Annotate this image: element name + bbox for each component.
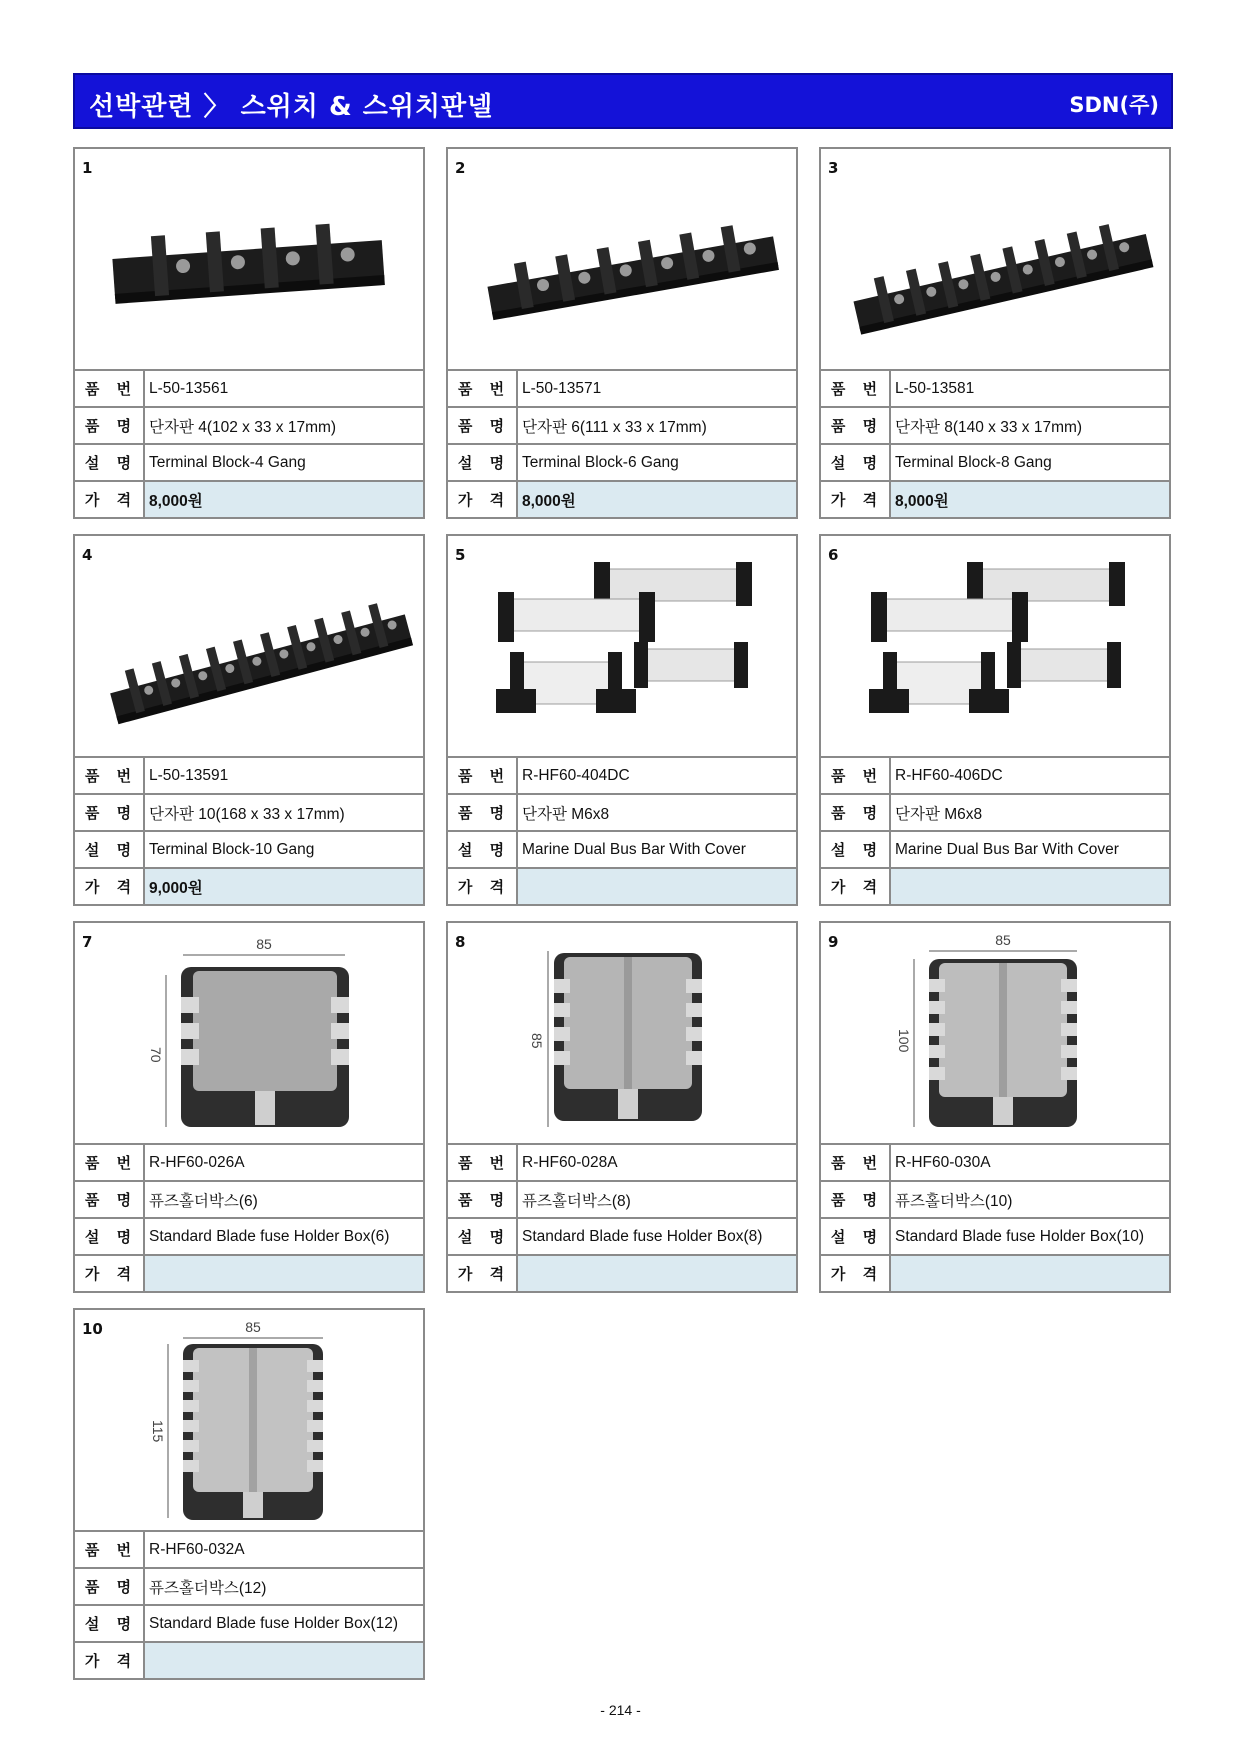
label-desc: 설 명 <box>75 831 144 868</box>
product-number: 4 <box>82 546 93 564</box>
label-desc: 설 명 <box>75 1605 144 1642</box>
part-no-value: L-50-13581 <box>890 370 1169 407</box>
name-value: 퓨즈홀더박스(10) <box>890 1181 1169 1218</box>
name-value: 단자판 M6x8 <box>890 794 1169 831</box>
header-company: SDN(주) <box>1069 93 1159 117</box>
label-desc: 설 명 <box>821 831 890 868</box>
part-no-value: R-HF60-406DC <box>890 757 1169 794</box>
name-value: 단자판 6(111 x 33 x 17mm) <box>517 407 796 444</box>
desc-value: Standard Blade fuse Holder Box(8) <box>517 1218 796 1255</box>
label-part-no: 품 번 <box>75 757 144 794</box>
label-name: 품 명 <box>821 794 890 831</box>
desc-value: Standard Blade fuse Holder Box(12) <box>144 1605 423 1642</box>
product-number: 7 <box>82 933 93 951</box>
label-desc: 설 명 <box>75 1218 144 1255</box>
part-no-value: L-50-13561 <box>144 370 423 407</box>
spec-table <box>75 1143 423 1291</box>
product-card-10 <box>73 1308 425 1680</box>
name-value: 단자판 M6x8 <box>517 794 796 831</box>
price-value <box>517 868 796 904</box>
label-price: 가 격 <box>821 1255 890 1291</box>
spec-table <box>75 1530 423 1678</box>
spec-table <box>821 1143 1169 1291</box>
product-card-5 <box>446 534 798 906</box>
label-part-no: 품 번 <box>448 1144 517 1181</box>
product-image-terminal-block-4 <box>83 157 417 369</box>
price-value <box>517 1255 796 1291</box>
product-number: 5 <box>455 546 466 564</box>
part-no-value: L-50-13571 <box>517 370 796 407</box>
label-price: 가 격 <box>448 481 517 517</box>
price-value <box>890 868 1169 904</box>
dim-width-label: 85 <box>256 936 272 952</box>
header-title: 선박관련 〉 스위치 & 스위치판넬 <box>89 92 494 122</box>
label-part-no: 품 번 <box>448 370 517 407</box>
product-image-fuse-box <box>829 931 1163 1143</box>
label-desc: 설 명 <box>448 444 517 481</box>
desc-value: Terminal Block-8 Gang <box>890 444 1169 481</box>
label-part-no: 품 번 <box>75 1531 144 1568</box>
price-value: 8,000원 <box>890 481 1169 517</box>
dim-height-label: 70 <box>148 1047 164 1063</box>
product-image-fuse-box <box>83 931 417 1143</box>
spec-table <box>448 369 796 517</box>
product-number: 3 <box>828 159 839 177</box>
price-value: 8,000원 <box>144 481 423 517</box>
label-name: 품 명 <box>448 407 517 444</box>
label-price: 가 격 <box>75 1255 144 1291</box>
page-number: - 214 - <box>600 1702 641 1718</box>
part-no-value: R-HF60-028A <box>517 1144 796 1181</box>
label-part-no: 품 번 <box>821 370 890 407</box>
name-value: 퓨즈홀더박스(8) <box>517 1181 796 1218</box>
label-desc: 설 명 <box>75 444 144 481</box>
product-card-6 <box>819 534 1171 906</box>
label-price: 가 격 <box>821 868 890 904</box>
label-price: 가 격 <box>75 868 144 904</box>
product-card-1 <box>73 147 425 519</box>
product-image-bus-bar <box>456 544 790 756</box>
spec-table <box>821 756 1169 904</box>
price-value <box>144 1642 423 1678</box>
label-part-no: 품 번 <box>75 1144 144 1181</box>
dim-height-label: 115 <box>150 1420 166 1443</box>
label-price: 가 격 <box>448 868 517 904</box>
product-card-8 <box>446 921 798 1293</box>
product-number: 9 <box>828 933 839 951</box>
label-name: 품 명 <box>448 1181 517 1218</box>
product-card-7 <box>73 921 425 1293</box>
desc-value: Terminal Block-6 Gang <box>517 444 796 481</box>
name-value: 단자판 8(140 x 33 x 17mm) <box>890 407 1169 444</box>
label-name: 품 명 <box>75 407 144 444</box>
spec-table <box>448 756 796 904</box>
product-number: 2 <box>455 159 466 177</box>
dim-width-label: 85 <box>995 932 1011 948</box>
price-value <box>890 1255 1169 1291</box>
label-name: 품 명 <box>75 794 144 831</box>
product-number: 8 <box>455 933 466 951</box>
desc-value: Marine Dual Bus Bar With Cover <box>890 831 1169 868</box>
product-number: 6 <box>828 546 839 564</box>
label-name: 품 명 <box>448 794 517 831</box>
label-desc: 설 명 <box>448 1218 517 1255</box>
label-desc: 설 명 <box>821 1218 890 1255</box>
part-no-value: R-HF60-030A <box>890 1144 1169 1181</box>
product-image-terminal-block-8 <box>829 157 1163 369</box>
name-value: 단자판 4(102 x 33 x 17mm) <box>144 407 423 444</box>
desc-value: Standard Blade fuse Holder Box(10) <box>890 1218 1169 1255</box>
spec-table <box>448 1143 796 1291</box>
desc-value: Terminal Block-10 Gang <box>144 831 423 868</box>
desc-value: Marine Dual Bus Bar With Cover <box>517 831 796 868</box>
spec-table <box>75 756 423 904</box>
label-part-no: 품 번 <box>821 1144 890 1181</box>
part-no-value: R-HF60-404DC <box>517 757 796 794</box>
name-value: 퓨즈홀더박스(12) <box>144 1568 423 1605</box>
name-value: 퓨즈홀더박스(6) <box>144 1181 423 1218</box>
product-image-fuse-box <box>83 1318 417 1530</box>
label-part-no: 품 번 <box>448 757 517 794</box>
label-price: 가 격 <box>75 481 144 517</box>
part-no-value: R-HF60-032A <box>144 1531 423 1568</box>
product-card-3 <box>819 147 1171 519</box>
product-image-terminal-block-10 <box>83 544 417 756</box>
product-image-fuse-box <box>456 931 790 1143</box>
product-card-4 <box>73 534 425 906</box>
name-value: 단자판 10(168 x 33 x 17mm) <box>144 794 423 831</box>
label-part-no: 품 번 <box>75 370 144 407</box>
label-name: 품 명 <box>75 1181 144 1218</box>
label-desc: 설 명 <box>448 831 517 868</box>
product-number: 10 <box>82 1320 103 1338</box>
dim-height-label: 85 <box>529 1033 545 1049</box>
dim-width-label: 85 <box>245 1319 261 1335</box>
spec-table <box>821 369 1169 517</box>
product-card-9 <box>819 921 1171 1293</box>
price-value: 9,000원 <box>144 868 423 904</box>
label-part-no: 품 번 <box>821 757 890 794</box>
price-value: 8,000원 <box>517 481 796 517</box>
spec-table <box>75 369 423 517</box>
product-number: 1 <box>82 159 93 177</box>
desc-value: Terminal Block-4 Gang <box>144 444 423 481</box>
part-no-value: R-HF60-026A <box>144 1144 423 1181</box>
product-image-bus-bar <box>829 544 1163 756</box>
product-image-terminal-block-6 <box>456 157 790 369</box>
label-desc: 설 명 <box>821 444 890 481</box>
part-no-value: L-50-13591 <box>144 757 423 794</box>
desc-value: Standard Blade fuse Holder Box(6) <box>144 1218 423 1255</box>
label-name: 품 명 <box>821 407 890 444</box>
price-value <box>144 1255 423 1291</box>
label-name: 품 명 <box>75 1568 144 1605</box>
label-name: 품 명 <box>821 1181 890 1218</box>
label-price: 가 격 <box>75 1642 144 1678</box>
dim-height-label: 100 <box>896 1029 912 1053</box>
label-price: 가 격 <box>821 481 890 517</box>
product-card-2 <box>446 147 798 519</box>
page-header <box>73 73 1173 129</box>
label-price: 가 격 <box>448 1255 517 1291</box>
